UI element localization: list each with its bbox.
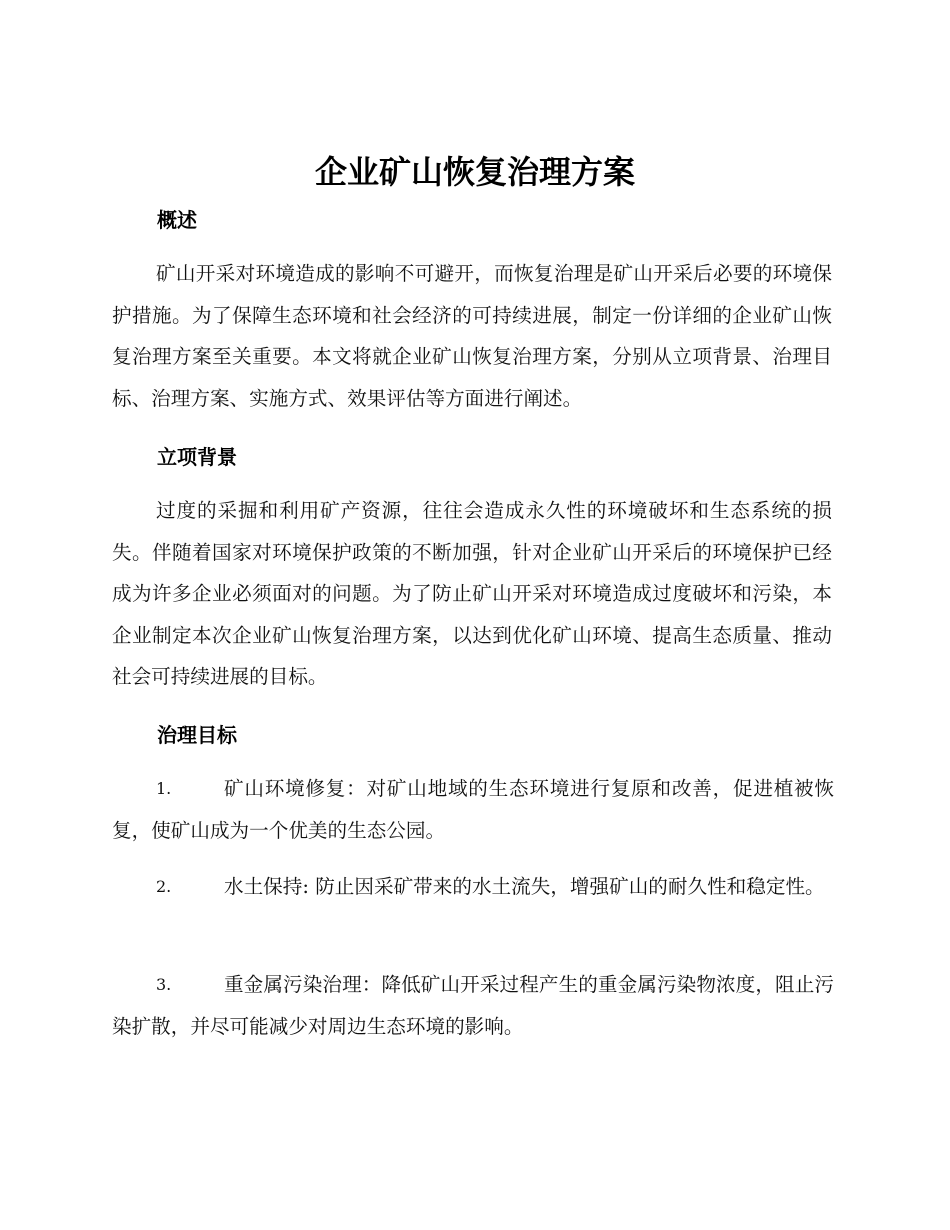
goal-number: 1. (156, 779, 172, 798)
goal-text: 矿山环境修复：对矿山地域的生态环境进行复原和改善，促进植被恢复，使矿山成为一个优美的生态公园。 (112, 777, 834, 842)
goal-number: 2. (156, 877, 172, 896)
goal-list-item (112, 964, 834, 1047)
goal-list-item (112, 866, 834, 908)
goal-text: 重金属污染治理：降低矿山开采过程产生的重金属污染物浓度，阻止污染扩散，并尽可能减少对周边生态环境的影响。 (112, 973, 834, 1038)
section-heading-overview: 概述 (157, 208, 197, 232)
goal-text: 水土保持: 防止因采矿带来的水土流失，增强矿山的耐久性和稳定性。 (224, 875, 825, 898)
section-heading-goals: 治理目标 (157, 723, 237, 747)
background-paragraph: 过度的采掘和利用矿产资源，往往会造成永久性的环境破坏和生态系统的损失。伴随着国家对环境保护政策的不断加强，针对企业矿山开采后的环境保护已经成为许多企业必须面对的问题。为了防止矿山开采对环境造成过度破坏和污染，本企业制定本次企业矿山恢复治理方案，以达到优化矿山环境、提高生态质量、推动社会可持续进展的目标。 (112, 499, 832, 688)
section-heading-background: 立项背景 (157, 445, 237, 469)
goal-list-item (112, 768, 834, 851)
goal-number: 3. (156, 975, 172, 994)
document-title: 企业矿山恢复治理方案 (314, 153, 635, 191)
overview-paragraph: 矿山开采对环境造成的影响不可避开，而恢复治理是矿山开采后必要的环境保护措施。为了保障生态环境和社会经济的可持续进展，制定一份详细的企业矿山恢复治理方案至关重要。本文将就企业矿山恢复治理方案，分别从立项背景、治理目标、治理方案、实施方式、效果评估等方面进行阐述。 (112, 262, 832, 410)
